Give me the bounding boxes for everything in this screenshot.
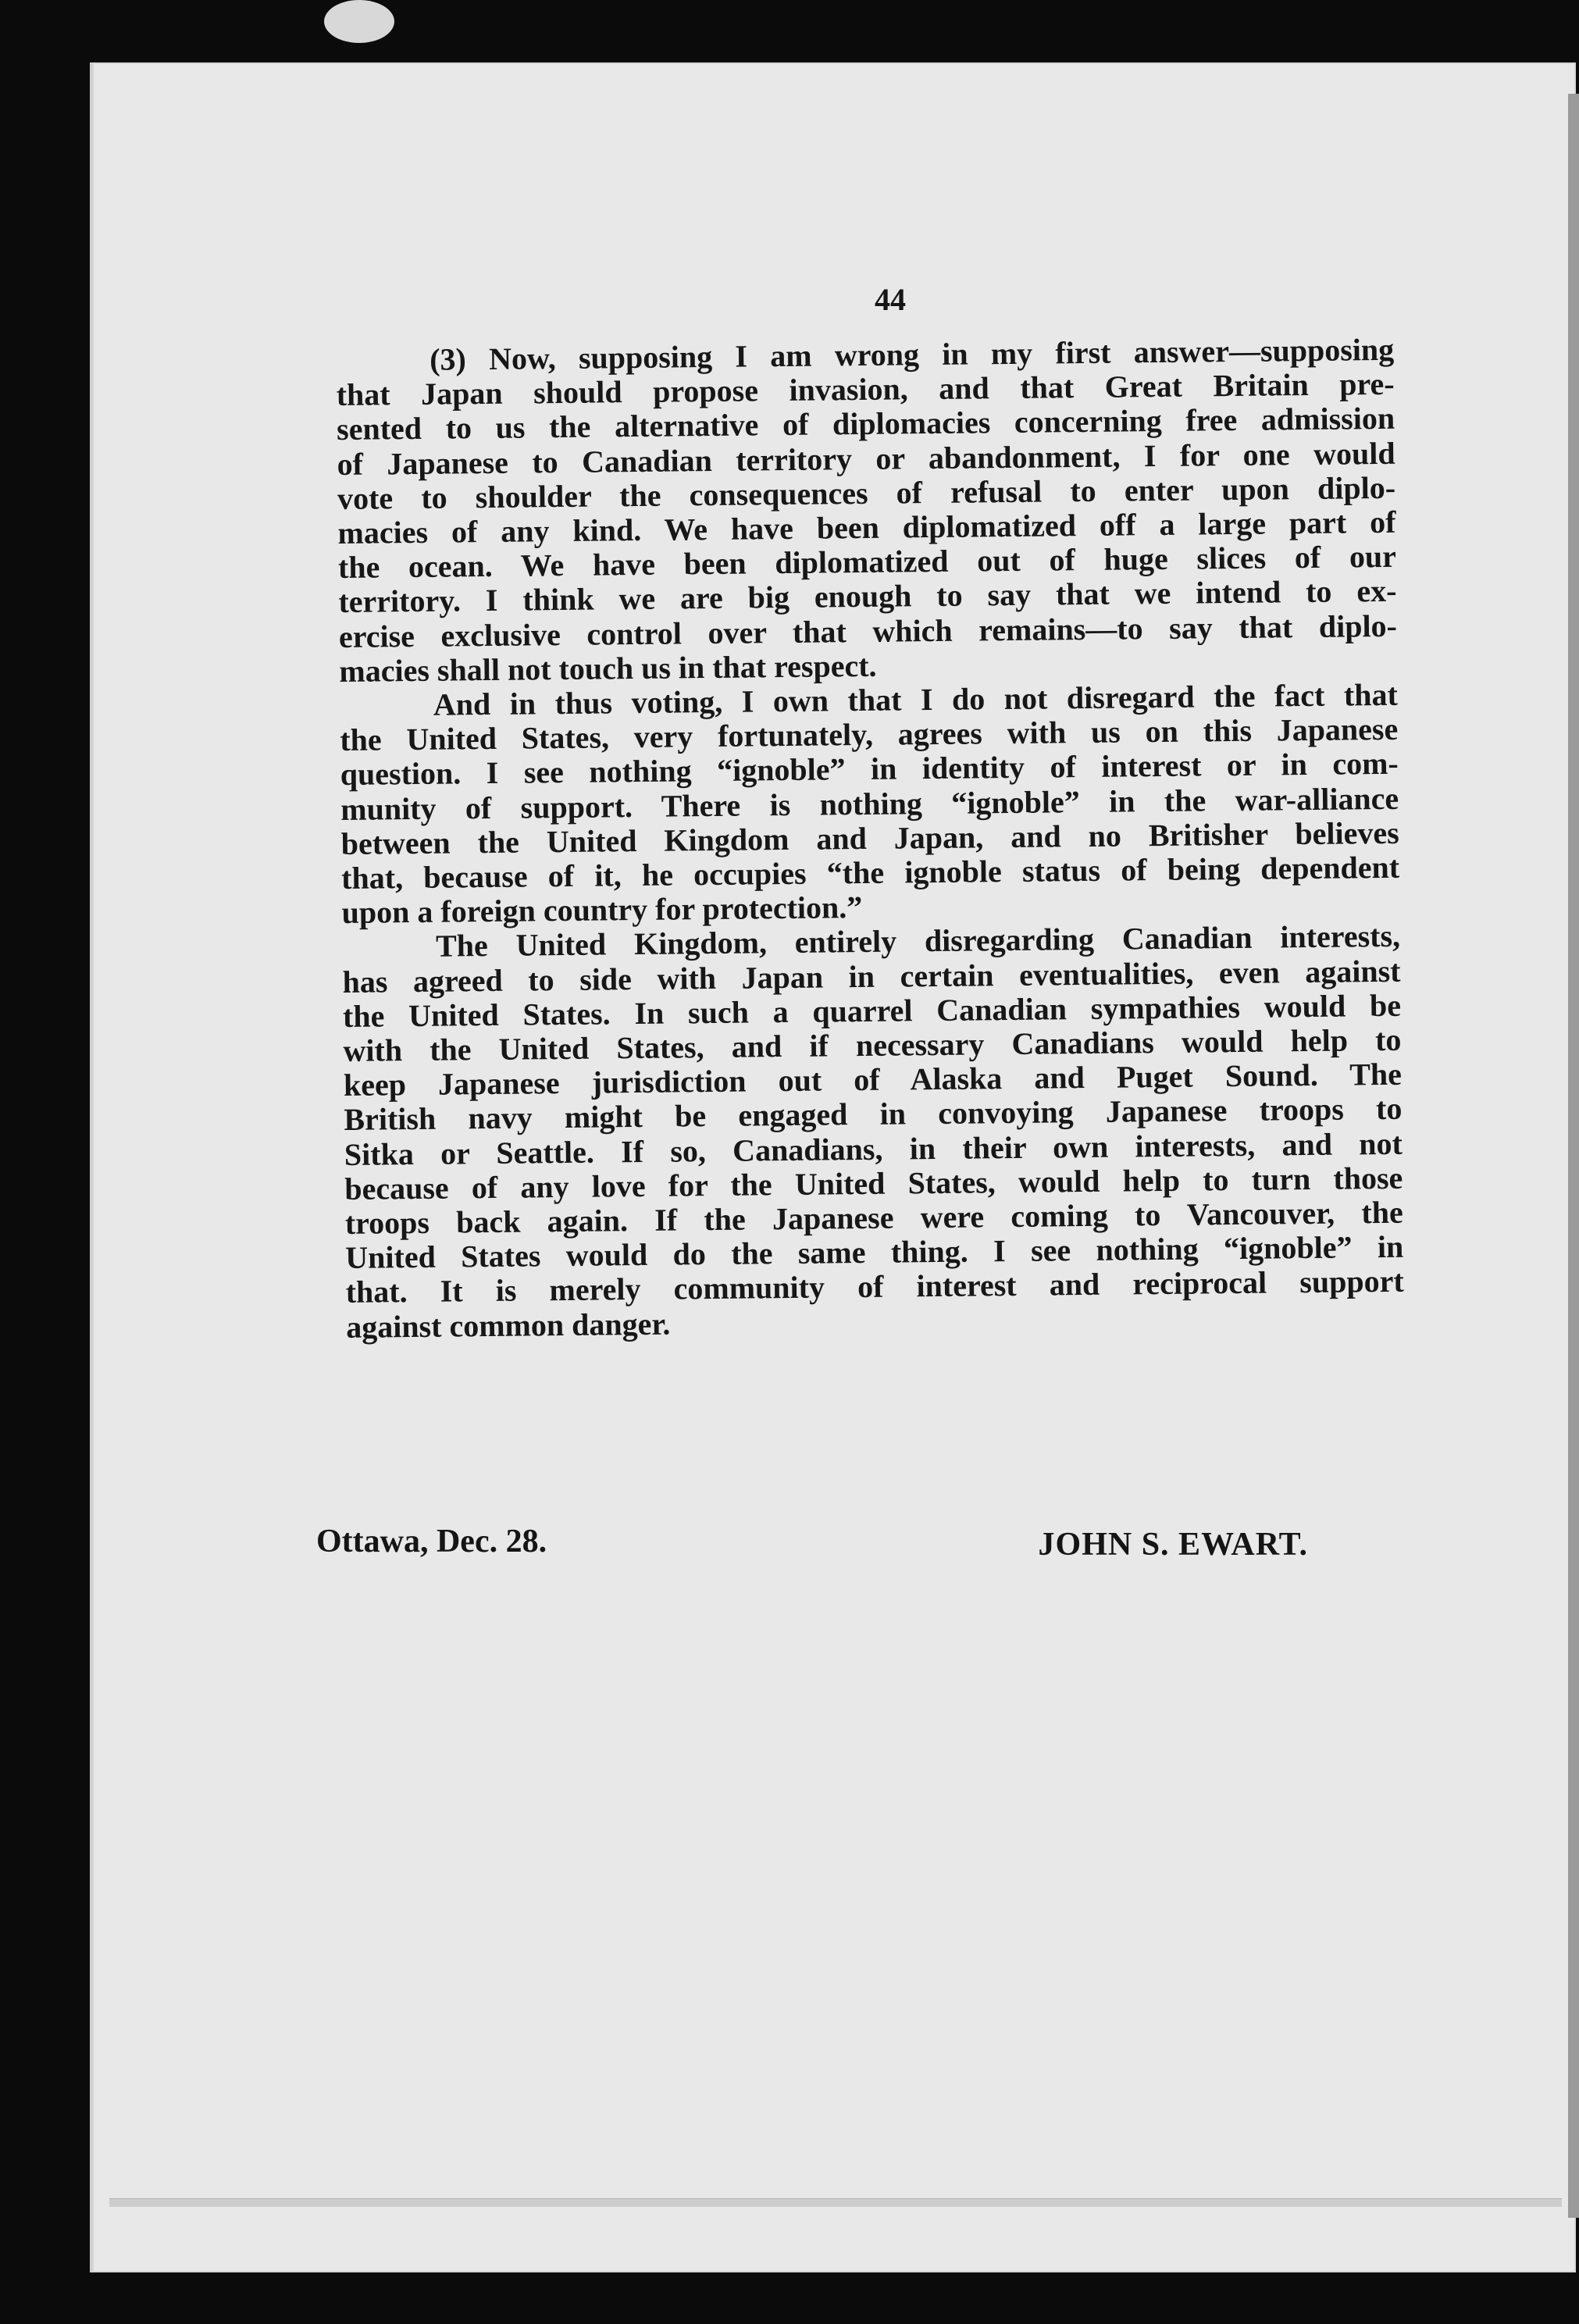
- paragraph-2: [340, 678, 1400, 931]
- body-text: [336, 333, 1404, 1345]
- paragraph-1: [336, 333, 1398, 689]
- text-line: that Japan should propose invasion, and that Great Britain pre-: [336, 366, 1395, 413]
- text-line: the United States, very fortunately, agrees with us on this Japanese: [340, 711, 1399, 758]
- text-line: of Japanese to Canadian territory or abandonment, I for one would: [337, 435, 1395, 482]
- text-line: (3) Now, supposing I am wrong in my first answer—supposing: [429, 331, 1395, 377]
- author-name: JOHN S. EWART.: [1038, 1527, 1308, 1563]
- text-line: upon a foreign country for protection.”: [341, 889, 863, 931]
- text-line: The United Kingdom, entirely disregarding Canadian interests,: [435, 918, 1401, 964]
- text-line: sented to us the alternative of diplomacies concerning free admission: [336, 401, 1395, 447]
- text-line: United States would do the same thing. I see nothing “ignoble” in: [345, 1229, 1404, 1276]
- text-line: And in thus voting, I own that I do not disregard the fact that: [433, 676, 1399, 722]
- page-edge-shadow: [1568, 94, 1579, 2218]
- text-line: the United States. In such a quarrel Canadian sympathies would be: [342, 987, 1402, 1034]
- text-line: munity of support. There is nothing “ignoble” in the war-alliance: [340, 780, 1399, 827]
- text-line: that. It is merely community of interest and reciprocal support: [345, 1264, 1404, 1310]
- text-line: territory. I think we are big enough to say that we intend to ex-: [338, 573, 1397, 620]
- text-line: macies of any kind. We have been diplomatized off a large part of: [337, 504, 1396, 551]
- text-line: against common danger.: [345, 1306, 671, 1345]
- text-line: keep Japanese jurisdiction out of Alaska and Puget Sound. The: [343, 1057, 1403, 1103]
- text-line: has agreed to side with Japan in certain eventualities, even against: [342, 953, 1401, 1000]
- text-line: macies shall not touch us in that respect.: [339, 647, 877, 689]
- page-bottom-edge: [109, 2198, 1562, 2207]
- paragraph-3: [342, 919, 1404, 1345]
- scan-artifact: [324, 0, 394, 43]
- text-line: vote to shoulder the consequences of refusal to enter upon diplo-: [337, 469, 1396, 516]
- text-line: question. I see nothing “ignoble” in identity of interest or in com-: [340, 746, 1399, 793]
- text-line: Sitka or Seattle. If so, Canadians, in their own interests, and not: [344, 1125, 1403, 1172]
- text-line: the ocean. We have been diplomatized out of huge slices of our: [337, 539, 1397, 586]
- text-line: British navy might be engaged in convoying Japanese troops to: [344, 1091, 1403, 1138]
- place-date: Ottawa, Dec. 28.: [316, 1524, 547, 1559]
- text-line: that, because of it, he occupies “the ignoble status of being dependent: [340, 849, 1400, 896]
- text-line: between the United Kingdom and Japan, and no Britisher believes: [340, 814, 1399, 861]
- text-line: because of any love for the United States, would help to turn those: [344, 1160, 1403, 1207]
- text-line: troops back again. If the Japanese were coming to Vancouver, the: [344, 1194, 1403, 1242]
- page-number: 44: [875, 282, 906, 317]
- text-line: with the United States, and if necessary Canadians would help to: [343, 1021, 1402, 1069]
- text-line: ercise exclusive control over that which remains—to say that diplo-: [338, 608, 1398, 654]
